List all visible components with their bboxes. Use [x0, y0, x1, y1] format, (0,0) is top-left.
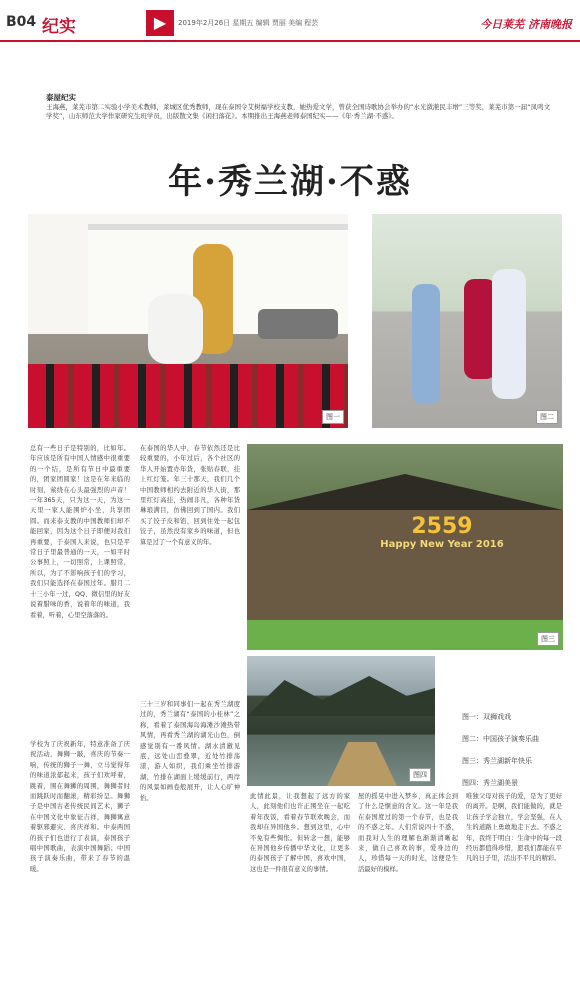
banner-year: 2559 [411, 514, 473, 539]
legend-item: 图二：中国孩子演奏乐曲 [462, 735, 539, 743]
photo-new-year-lake [247, 444, 563, 650]
banner-greeting: Happy New Year 2016 [380, 539, 504, 550]
body-column-2b: 三十三岁和同事们一起在秀兰湖度过的，秀兰湖有“泰国的小桂林”之称，看着了泰国海岛海滩沙滩热带风情，再看秀兰湖的湖光山色，倒感觉别有一番风情。湖水清澈见底，远处山峦叠翠，近处竹排荡漾，游人如织，我们乘坐竹排游湖，竹排在湖面上缓缓前行，两岸的风景如画卷般展开，让人心旷神怡。 [140, 700, 240, 970]
body-column-2: 在泰国的华人中，春节依然还是比较重要的，小年过后，各个社区的华人开始置办年货，张贴春联，挂上红灯笼。年三十那天，我们几个中国教师相约去附近的华人街，那里红灯高挂，热闹非凡，各种年货琳琅满目，仿佛回到了国内。我们买了饺子皮和馅，回到住处一起包饺子，虽然没有家乡的味道，但也算是过了一个有意义的年。 [140, 445, 240, 546]
photo-lake-scenery [247, 656, 435, 786]
photo-music-performance [372, 214, 562, 428]
body-column-5: 唯独父母对孩子的爱，是为了更好的离开。是啊，我们能做的，就是让孩子学会独立，学会坚强，在人生的道路上勇敢地走下去。不惑之年，我终于明白：生命中的每一段经历都值得珍惜，愿我们都能在平凡的日子里，活出不平凡的精彩。 [466, 793, 562, 863]
new-year-banner [367, 514, 517, 560]
caption-img3: 图三 [537, 632, 559, 646]
caption-img4: 图四 [409, 768, 431, 782]
body-column-1b: 学校为了庆祝新年，特意准备了庆祝活动，舞狮一敲，喜庆的节奏一响，传统的狮子一舞，立马觉得年的味道浓郁起来，孩子们欢呼着，跳着，围在舞狮的周围，舞狮者时而跳跃时而翻滚，精彩纷呈。舞狮子是中国古老传统民间艺术，狮子在中国文化中象征吉祥，舞狮寓意着驱邪避灾、喜庆祥和。中泰两国的孩子们也进行了表演，泰国孩子唱中国歌曲，表演中国舞蹈；中国孩子演奏乐曲，带来了春节的温暖。 [30, 740, 130, 970]
photo-lion-dance [28, 214, 348, 428]
intro-box [36, 92, 556, 136]
legend-item: 图四：秀兰湖美景 [462, 779, 518, 787]
page-header [0, 0, 580, 40]
body-column-4: 屋的摇晃中进入梦乡，真正体会到了什么是惬意的含义。这一年是我在泰国度过的第一个春节，也是我的不惑之年。人们常说四十不惑，而我对人生的理解也渐渐清晰起来，做自己喜欢的事，爱身边的人，珍惜每一天的时光，这便是生活最好的模样。 [358, 793, 458, 873]
intro-title: 泰屋纪实 [46, 93, 76, 102]
newspaper-name: 今日莱芜 济南晚报 [480, 18, 572, 31]
intro-text: 王海燕，莱芜市第二实验小学美术教师，莱城区优秀教师，现在泰国令艾树福学校支教，她热爱文学，曾获全国诗歌协会举办的“水光潋滟民丰增”三等奖，莱芜市第一届“凤鸣文学奖”，山东师范大学作家研究生班学员，出版散文集《闲扫落花》。本期推出王海燕老师泰国纪实——《年·秀兰湖·不惑》。 [46, 103, 551, 120]
photo-legend [462, 706, 580, 794]
issue-meta: 2019年2月26日 星期五 编辑 贾丽 美编 程芸 [178, 19, 319, 27]
article-title: 年·秀兰湖·不惑 [168, 162, 412, 202]
body-column-3: 此情此景，让我想起了远方的家人，此刻他们也许正围坐在一起吃着年夜饭，看着春节联欢晚会，而我却在异国他乡。想到这里，心中不免有些惆怅。但转念一想，能够在异国他乡传播中华文化，让更多的泰国孩子了解中国，喜欢中国，这也是一件很有意义的事情。 [250, 793, 350, 873]
section-logo-icon: ▶ [146, 10, 174, 36]
caption-img1: 图一 [322, 410, 344, 424]
page-number: B04 [6, 14, 37, 30]
legend-item: 图一：双狮戏戏 [462, 713, 511, 721]
caption-img2: 图二 [536, 410, 558, 424]
section-name: 纪实 [42, 17, 76, 37]
header-divider [0, 40, 580, 42]
body-column-1: 总有一些日子是特别的，比如年。年应该是所有中国人情感中很重要的一个结，是所有节日中最重要的，团家团圆家！这是在年来临的时刻，萦绕在心头最强烈的声音！一年365天，只为这一天，为这一天里一家人能围炉小坐，共享团圆。而来泰支教的中国教师们却不能回家，因为这个日子即便对我们再重要，于泰国人来说，也只是平常日子里最普通的一天，一如平时公事照上，一切照常，上课照常，所以，为了不影响孩子们的学习，我们只能选择在泰国过年。腊月二十三小年一过，QQ、微信里的好友说着腊味的香，说着年的味道，我看着，听着，心里空落落的。 [30, 445, 130, 619]
legend-item: 图三：秀兰湖新年快乐 [462, 757, 532, 765]
